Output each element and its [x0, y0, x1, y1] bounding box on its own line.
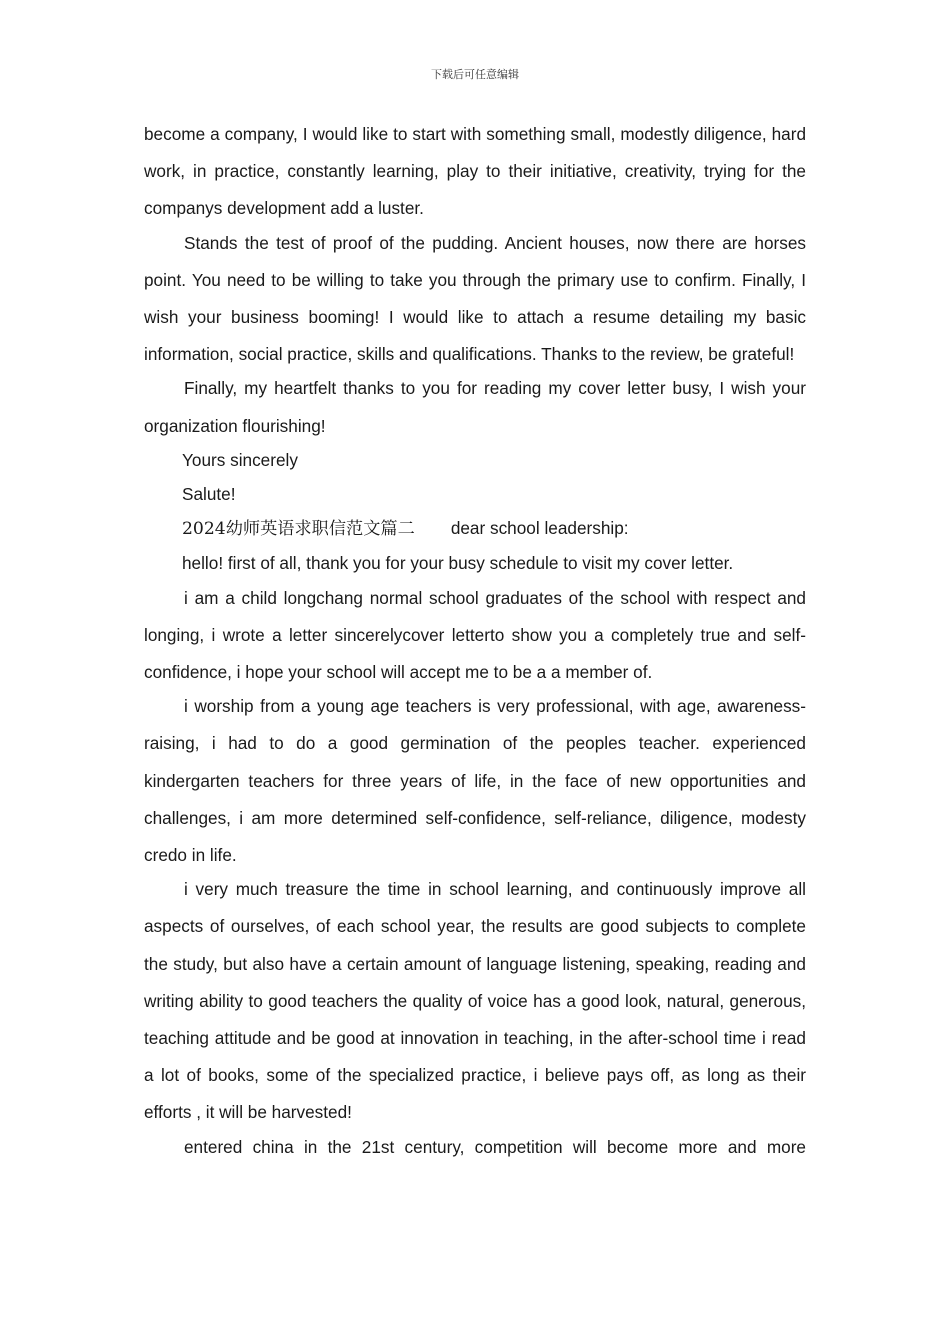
- paragraph: become a company, I would like to start with something small, modestly diligence, hard work, in practice, constantly learning, play to their initiative, creativity, trying for the companys development add a luster.: [144, 124, 806, 219]
- page-header: 下载后可任意编辑: [431, 68, 519, 81]
- paragraph: i am a child longchang normal school graduates of the school with respect and longing, i wrote a letter sincerelycover letterto show you a completely true and self-confidence, i hope your school will accept me to be a a member of.: [144, 587, 806, 683]
- paragraph: Stands the test of proof of the pudding. Ancient houses, now there are horses point. You need to be willing to take you through the primary use to confirm. Finally, I wish your business booming! I would like to attach a resume detailing my basic information, social practice, skills and qualifications. Thanks to the review, be grateful!: [144, 232, 806, 365]
- document-body: [144, 116, 806, 1163]
- paragraph: entered china in the 21st century, competition will become more and more: [184, 1136, 806, 1157]
- paragraph: i very much treasure the time in school learning, and continuously improve all aspects of ourselves, of each school year, the results are good subjects to complete the study, but also have a certain amount of language listening, speaking, reading and writing ability to good teachers the quality of voice has a good look, natural, generous, teaching attitude and be good at innovation in teaching, in the after-school time i read a lot of books, some of the specialized practice, i believe pays off, as long as their efforts , it will be harvested!: [144, 879, 806, 1123]
- letter-greeting: dear school leadership:: [450, 518, 629, 539]
- closing-line: Yours sincerely: [182, 449, 298, 470]
- paragraph: i worship from a young age teachers is very professional, with age, awareness-raising, i had to do a good germination of the peoples teacher. experienced kindergarten teachers for three years of life, in the face of new opportunities and challenges, i am more determined self-confidence, self-reliance, diligence, modesty credo in life.: [144, 696, 806, 866]
- section-heading-line: [144, 510, 806, 548]
- salutation: Salute!: [182, 484, 236, 505]
- paragraph: hello! first of all, thank you for your busy schedule to visit my cover letter.: [182, 553, 734, 574]
- paragraph: Finally, my heartfelt thanks to you for reading my cover letter busy, I wish your organization flourishing!: [144, 378, 806, 436]
- section-title: 2024幼师英语求职信范文篇二: [182, 519, 415, 540]
